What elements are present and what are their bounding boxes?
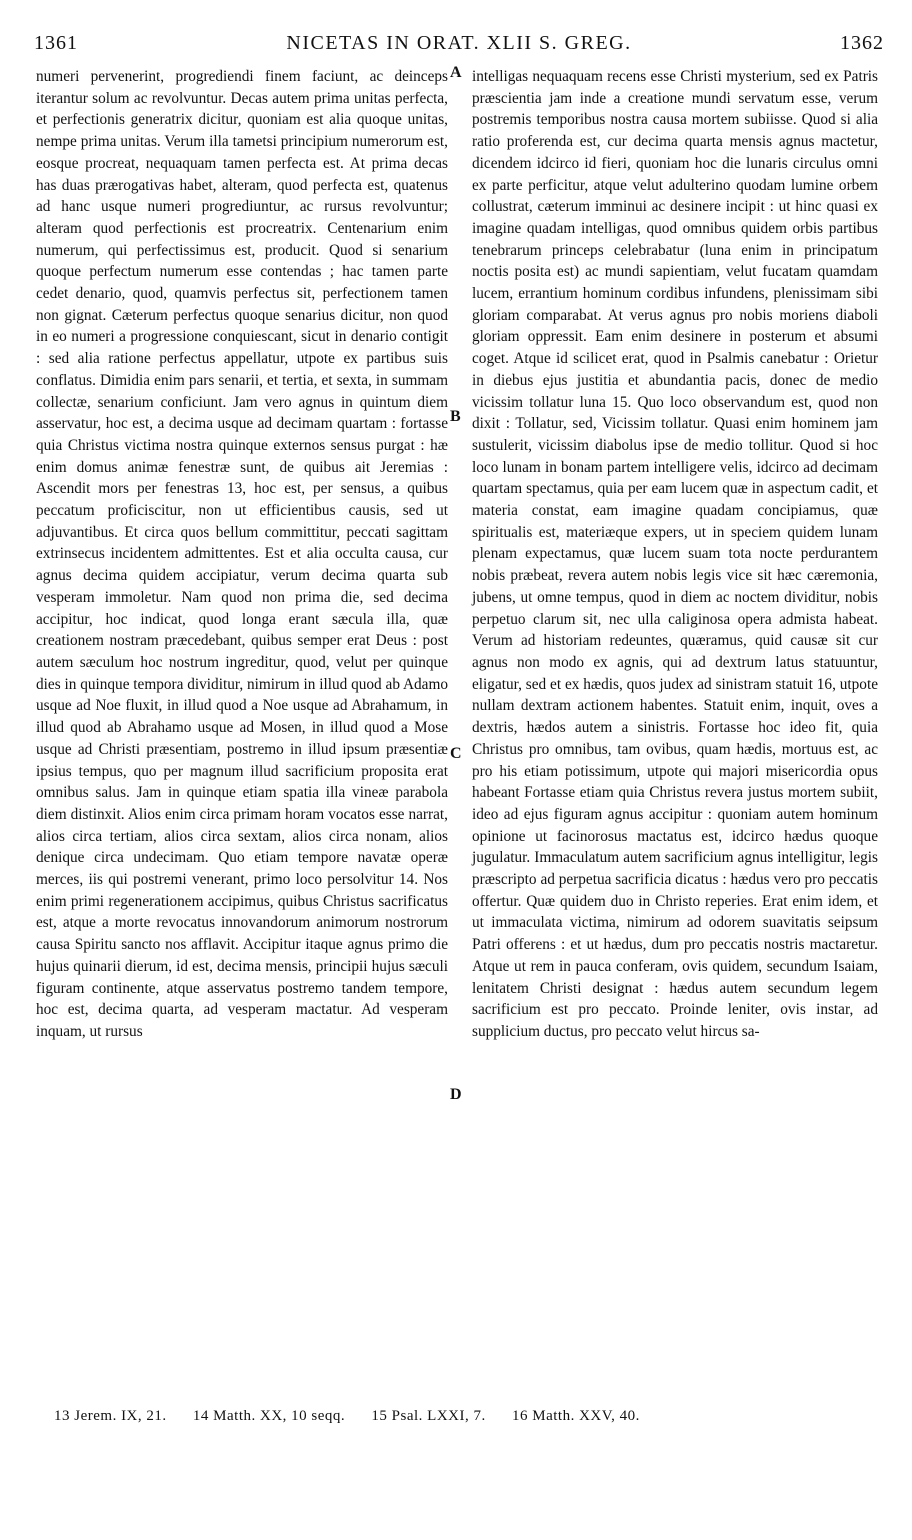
page-number-left: 1361: [34, 32, 78, 54]
page-number-right: 1362: [840, 32, 884, 54]
footnote-14: 14 Matth. XX, 10 seqq.: [192, 1408, 346, 1424]
running-header: [34, 32, 884, 62]
margin-marker-b: B: [450, 408, 461, 425]
footnote-15: 15 Psal. LXXI, 7.: [371, 1408, 486, 1424]
running-title: NICETAS IN ORAT. XLII S. GREG.: [286, 32, 632, 54]
right-column-text: intelligas nequaquam recens esse Christi mysterium, sed ex Patris præscientia jam inde a creatione mundi servatum esse, verum postremis temporibus nostra causa mortem subiisse. Quod si alia ratio proferenda est, cur decima quarta mensis agnus mactetur, dicendem idcirco id fieri, quoniam hoc die lunaris circulus omni ex parte perficitur, atque velut adulterino quodam lumine orbem collustrat, cæterum imminui ac desinere incipit : ut hinc quasi ex imagine quadam intelligas, quod omnibus quidem orbis partibus tenebrarum princeps celebrabatur (luna enim in principatum noctis posita est) ac mundi sapientiam, velut fucatam quamdam lucem, errantium hominum cordibus infundens, plenissimam sibi gloriam comparabat. At verus agnus pro nobis moriens diaboli gloriam oppressit. Eam enim desinere in posterum et absumi coget. Atque id scilicet erat, quod in Psalmis canebatur : Orietur in diebus ejus justitia et abundantia pacis, donec de medio vicissim tollatur luna 15. Quo loco observandum est, quod non dixit : Tollatur, sed, Vicissim tollatur. Quasi enim hominem jam sustulerit, vicissim diabolus ipse de medio tollitur. Quod si hoc loco lunam in bonam partem intelligere velis, idcirco ad decimam quartam spectamus, quia per eam lucem quæ in aspectum cadit, et materia constat, eam imagine quadam concipiamus, quæ spiritualis est, materiæque expers, ut in speciem quidem lunam plenam expectamus, quæ lucem suam tota nocte perdurantem nobis præbeat, revera autem nobis legis vice sit hæc cæremonia, jubens, ut omne tempus, quod in diem ac noctem dividitur, nobis perpetuo clarum sit, nec ulla caliginosa opera admista habeat. Verum ad historiam redeuntes, quæramus, quid causæ sit cur agnus non modo ex agnis, qui ad dextrum latus statuuntur, eligatur, sed et ex hædis, quos judex ad sinistram statuit 16, utpote nullam dextram actionem habentes. Statuit enim, inquit, oves a dextris, hædos autem a sinistris. Fortasse hoc ideo fit, quia Christus pro omnibus, tam ovibus, quam hædis, mortuus est, ac pro his etiam potissimum, utpote qui majori misericordia opus habeant Fortasse etiam quia Christus revera justus mortem subiit, ideo ad ejus figuram agnus accipitur : quoniam autem hominum opinione ut facinorosus mactatus est, idcirco hædus quoque jugulatur. Immaculatum autem sacrificium agnus intelligitur, legis præscripto ad perpetua sacrificia dicatus : hædus vero pro peccatis offertur. Quæ quidem duo in Christo reperies. Erat enim idem, et ut immaculata victima, nimirum ad odorem suavitatis seipsum Patri offerens : et ut hædus, dum pro peccatis nostris mactaretur. Atque ut rem in pauca conferam, ovis quidem, secundum Isaiam, lenitatem Christi designat : hædus autem secundum legem sacrificium est pro peccato. Proinde leniter, ovis instar, ad supplicium ductus, pro peccato velut hircus sa-: [472, 68, 878, 1040]
right-column: [472, 66, 878, 1406]
left-column: [36, 66, 448, 1406]
margin-marker-a: A: [450, 64, 462, 81]
left-column-text: numeri pervenerint, progrediendi finem faciunt, ac deinceps iterantur solum ac revolvuntur. Decas autem prima unitas perfecta, et perfectionis generatrix dicitur, quoniam est alia quoque unitas, nempe prima unitas. Verum illa tametsi principium numerorum est, eosque procreat, nequaquam tamen perfecta est. At prima decas has duas prærogativas habet, alteram, quod perfecta est, quatenus ad hanc usque numeri progrediuntur, ac rursus revolvuntur; alteram quod perfectionis est procreatrix. Centenarium enim numerum, qui perfectissimus est, producit. Quod si senarium quoque perfectum numerum esse contendas ; hac tamen parte cedet denario, quod, quamvis perfectus sit, perfectionem tamen non gignat. Cæterum perfectus quoque senarius dicitur, non quod in eo numeri a progressione conquiescant, sicut in denario contigit : sed alia ratione perfectus appellatur, utpote ex partibus suis conflatus. Dimidia enim pars senarii, et tertia, et sexta, in summam collectæ, senarium conficiunt. Jam vero agnus in quintum diem asservatur, hoc est, a decima usque ad decimam quartam : fortasse quia Christus victima nostra quinque externos sensus purgat : hæ enim domus animæ fenestræ sunt, de quibus ait Jeremias : Ascendit mors per fenestras 13, hoc est, per sensus, a quibus peccatum proficiscitur, non ut efficientibus causis, sed ut adjuvantibus. Et circa quos bellum committitur, peccati sagittam extrinsecus incidentem admittentes. Est et alia occulta causa, cur agnus decima quidem accipiatur, verum decima quarta sub vesperam immoletur. Nam quod non prima die, sed decima accipitur, hoc indicat, quod longa erant sæcula illa, quæ creationem nostram præcedebant, quibus semper erat Deus : post autem sæculum hoc nostrum ingreditur, quod, velut per quinque dies in quinque tempora dividitur, nimirum in illud quod ab Adamo usque ad Noe fluxit, in illud quod a Noe usque ad Abrahamum, in illud quod ab Abrahamo usque ad Mosen, in illud quod a Mose usque ad Christi præsentiam, postremo in illud ipsum præsentiæ ipsius tempus, quo per magnum illud sacrificium proposita erat omnibus salus. Jam in quinque etiam spatia illa vineæ parabola diem distinxit. Alios enim circa primam horam vocatos esse narrat, alios circa tertiam, alios circa sextam, alios circa nonam, alios denique circa undecimam. Quo etiam tempore navatæ operæ merces, iis qui postremi venerant, primo loco persolvitur 14. Nos enim primi regenerationem accipimus, quibus Christus sacrificatus est, atque a morte revocatus innovandorum animorum nostrorum causa Spiritu sancto nos afflavit. Accipitur itaque agnus primo die hujus quinarii dierum, id est, decima mensis, principii hujus sæculi figuram continente, atque asservatus postremo tandem tempore, hoc est, decima quarta, ad vesperam mactatur. Ad vesperam inquam, ut rursus: [36, 68, 448, 1040]
footnotes: [54, 1408, 814, 1425]
margin-marker-c: C: [450, 745, 462, 762]
footnote-16: 16 Matth. XXV, 40.: [511, 1408, 640, 1424]
footnote-13: 13 Jerem. IX, 21.: [54, 1408, 167, 1424]
margin-marker-d: D: [450, 1086, 462, 1103]
